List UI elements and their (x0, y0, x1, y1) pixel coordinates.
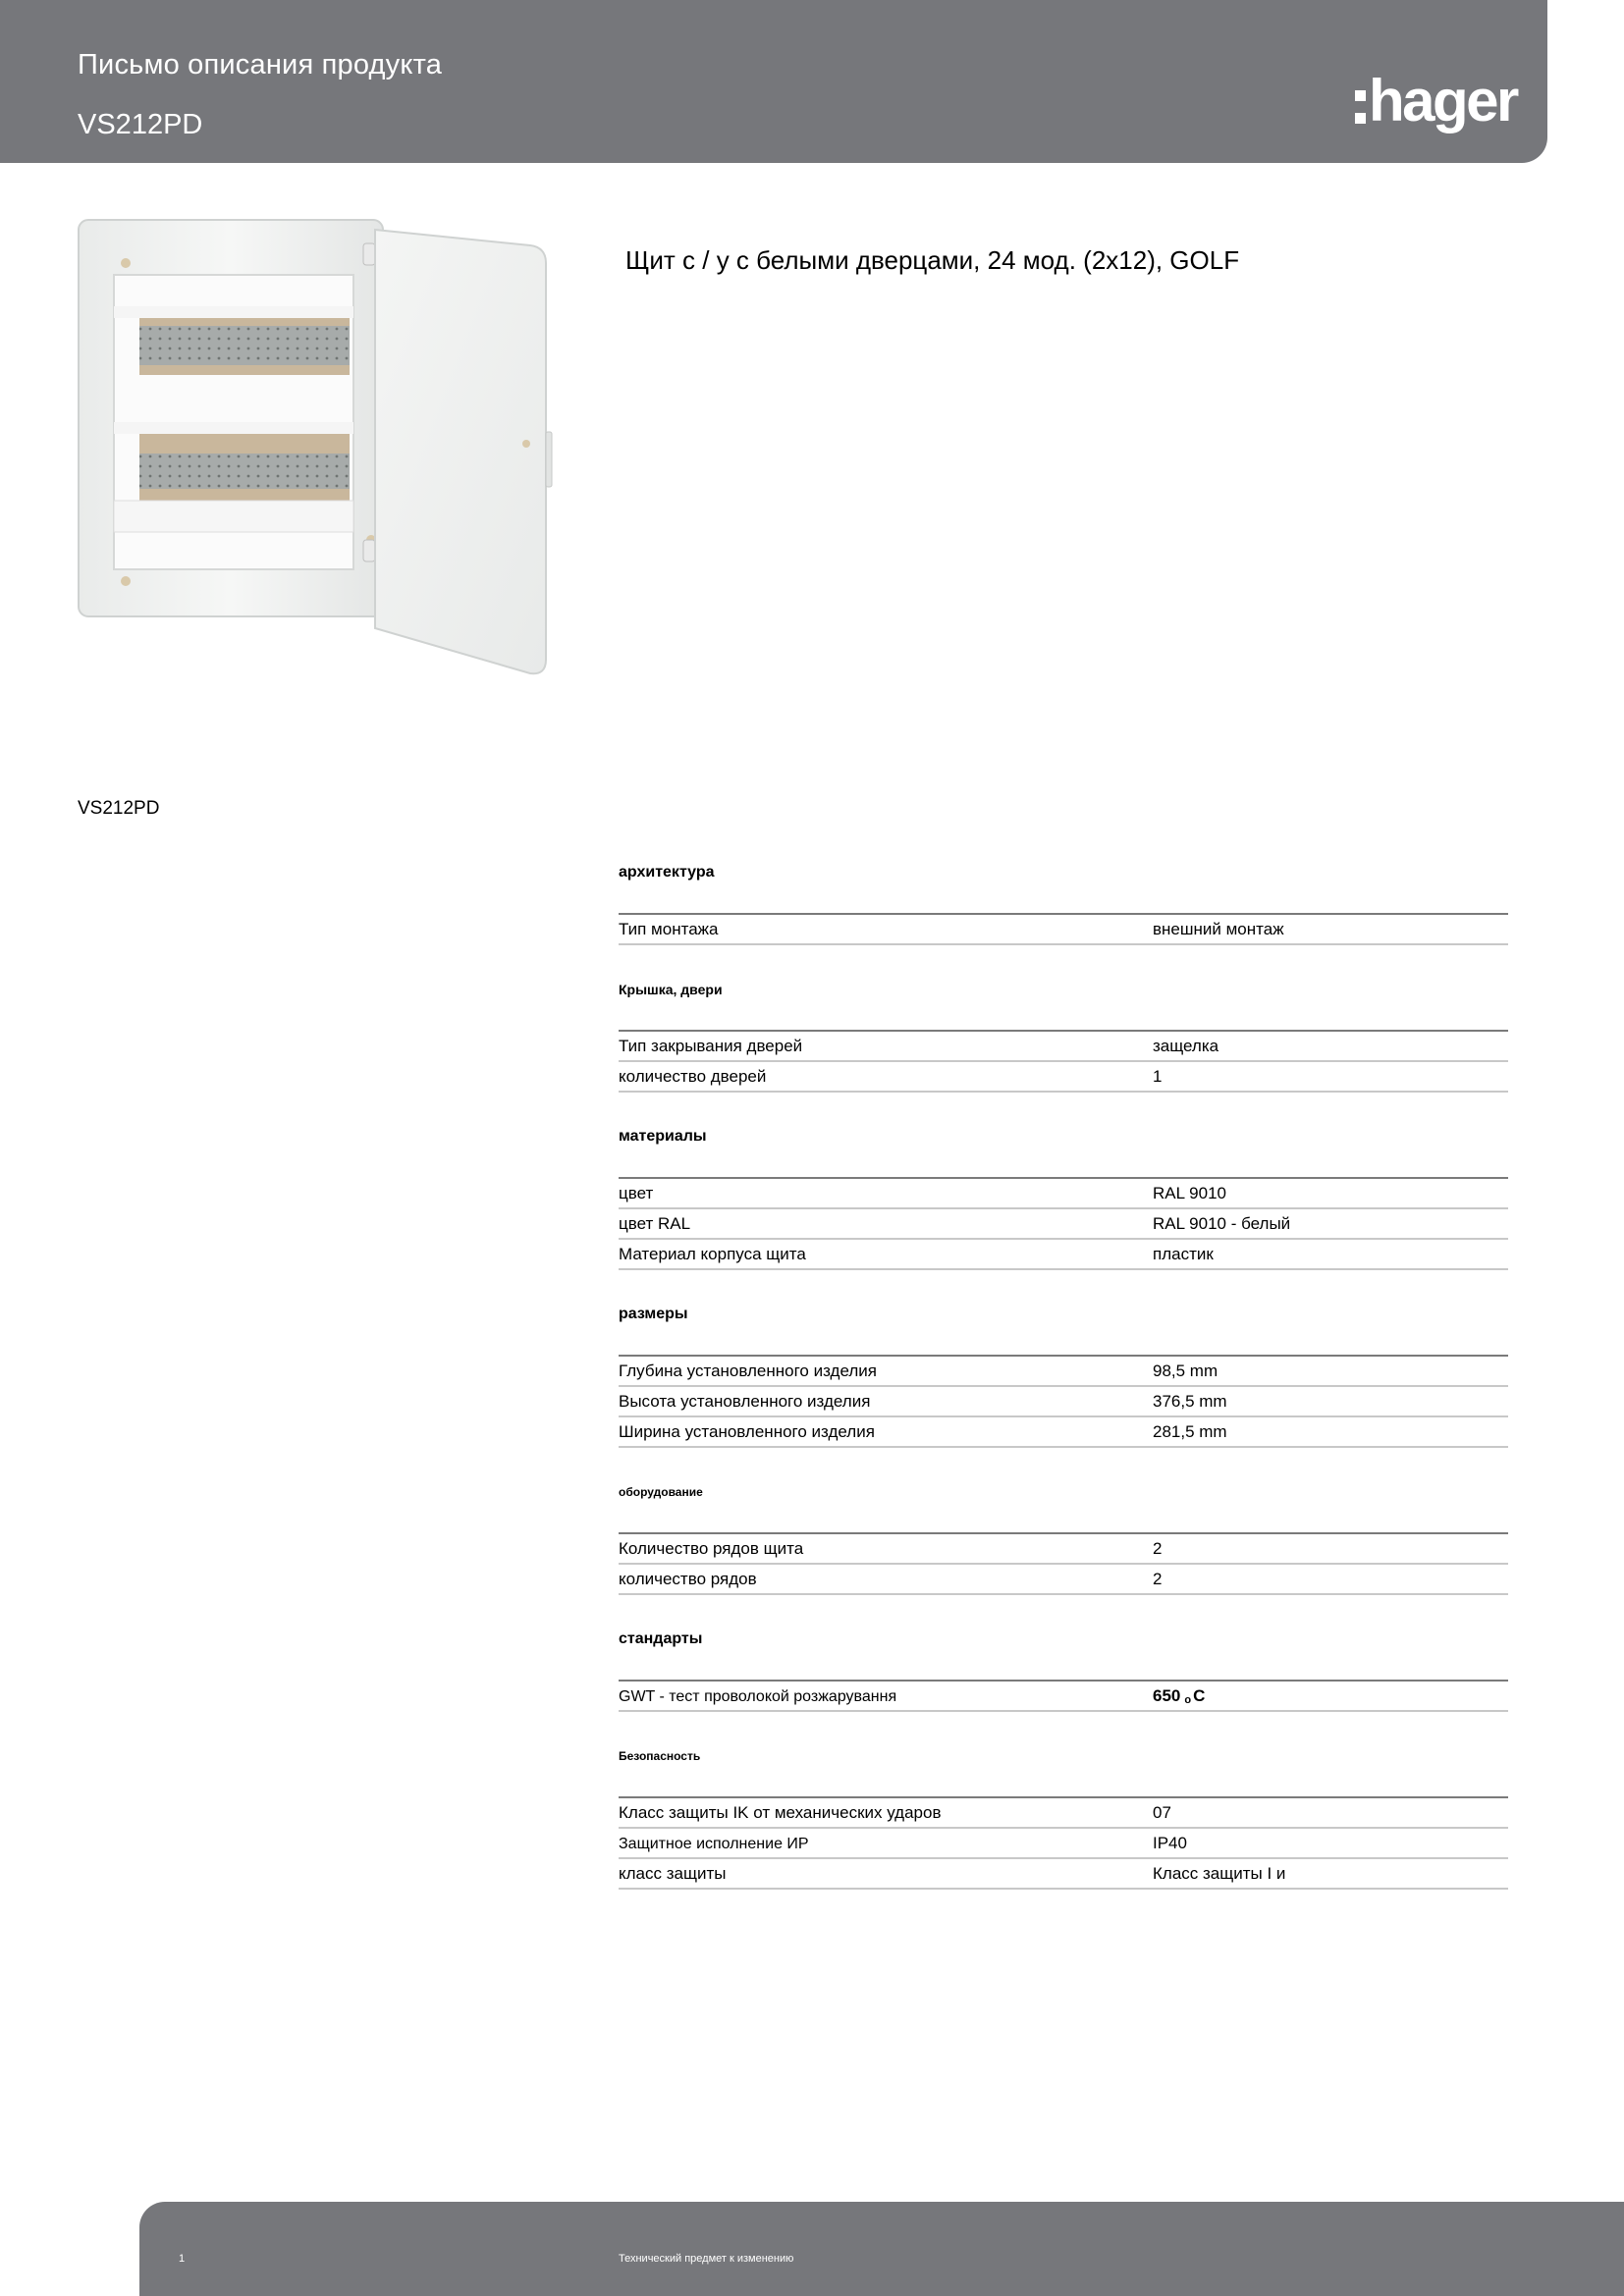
section-title: размеры (619, 1296, 1508, 1357)
row-key: Ширина установленного изделия (619, 1422, 875, 1441)
row-key: Класс защиты IK от механических ударов (619, 1803, 942, 1822)
table-row (619, 1387, 1508, 1417)
table-row (619, 1798, 1508, 1829)
row-value: Класс защиты I и (1153, 1864, 1286, 1883)
row-value: пластик (1153, 1245, 1214, 1263)
header-product-code: VS212PD (78, 109, 203, 140)
value-number: 650 (1153, 1686, 1181, 1705)
row-key: класс защиты (619, 1864, 727, 1883)
section-title: архитектура (619, 854, 1508, 915)
product-code: VS212PD (78, 798, 160, 819)
distribution-board-open-door-image (77, 216, 554, 677)
section-dimensions (619, 1296, 1508, 1448)
table-row (619, 1179, 1508, 1209)
logo-text: hager (1369, 68, 1517, 133)
row-value: RAL 9010 (1153, 1184, 1226, 1202)
section-safety (619, 1737, 1508, 1890)
row-key: Глубина установленного изделия (619, 1362, 877, 1380)
row-key: цвет (619, 1184, 654, 1202)
table-row (619, 1534, 1508, 1565)
row-value: RAL 9010 - белый (1153, 1214, 1291, 1233)
row-key: Защитное исполнение ИР (619, 1836, 809, 1852)
table-row (619, 1565, 1508, 1595)
row-key: GWT - тест проволокой розжарування (619, 1688, 897, 1705)
section-standards (619, 1621, 1508, 1712)
table-row (619, 1417, 1508, 1448)
section-materials (619, 1118, 1508, 1270)
section-cover-doors (619, 971, 1508, 1093)
table-row (619, 1209, 1508, 1240)
page-footer (139, 2202, 1624, 2296)
page-number: 1 (179, 2253, 186, 2265)
row-key: Материал корпуса щита (619, 1245, 806, 1263)
row-key: цвет RAL (619, 1214, 691, 1233)
row-value: защелка (1153, 1037, 1219, 1055)
table-row (619, 1682, 1508, 1712)
section-title: Безопасность (619, 1737, 1508, 1798)
hager-logo (1355, 68, 1522, 145)
row-value: 376,5 mm (1153, 1392, 1227, 1411)
row-key: Тип закрывания дверей (619, 1037, 803, 1055)
row-value: 07 (1153, 1803, 1171, 1822)
row-key: Высота установленного изделия (619, 1392, 871, 1411)
section-title: оборудование (619, 1473, 1508, 1534)
table-row (619, 1240, 1508, 1270)
logo-dots-icon (1355, 90, 1367, 126)
section-title: стандарты (619, 1621, 1508, 1682)
row-value: 2 (1153, 1570, 1163, 1588)
section-title: Крышка, двери (619, 971, 1508, 1032)
degree-symbol: o (1184, 1694, 1192, 1706)
row-value: внешний монтаж (1153, 920, 1284, 938)
row-key: Тип монтажа (619, 920, 719, 938)
product-title: Щит с / у с белыми дверцами, 24 мод. (2x12), GOLF (625, 245, 1240, 275)
table-row (619, 1062, 1508, 1093)
table-row (619, 915, 1508, 945)
specifications-table (619, 854, 1508, 1915)
document-title: Письмо описания продукта (78, 49, 443, 80)
table-row (619, 1357, 1508, 1387)
row-value: IP40 (1153, 1834, 1187, 1852)
table-row (619, 1829, 1508, 1859)
row-value (1153, 1686, 1508, 1706)
table-row (619, 1859, 1508, 1890)
section-equipment (619, 1473, 1508, 1595)
section-architecture (619, 854, 1508, 945)
row-value: 1 (1153, 1067, 1163, 1086)
row-key: количество дверей (619, 1067, 767, 1086)
value-unit: C (1193, 1686, 1206, 1705)
page-header (0, 0, 1547, 163)
table-row (619, 1032, 1508, 1062)
row-key: количество рядов (619, 1570, 757, 1588)
row-key: Количество рядов щита (619, 1539, 804, 1558)
row-value: 281,5 mm (1153, 1422, 1227, 1441)
footer-note: Технический предмет к изменению (619, 2253, 794, 2265)
row-value: 2 (1153, 1539, 1163, 1558)
row-value: 98,5 mm (1153, 1362, 1218, 1380)
section-title: материалы (619, 1118, 1508, 1179)
